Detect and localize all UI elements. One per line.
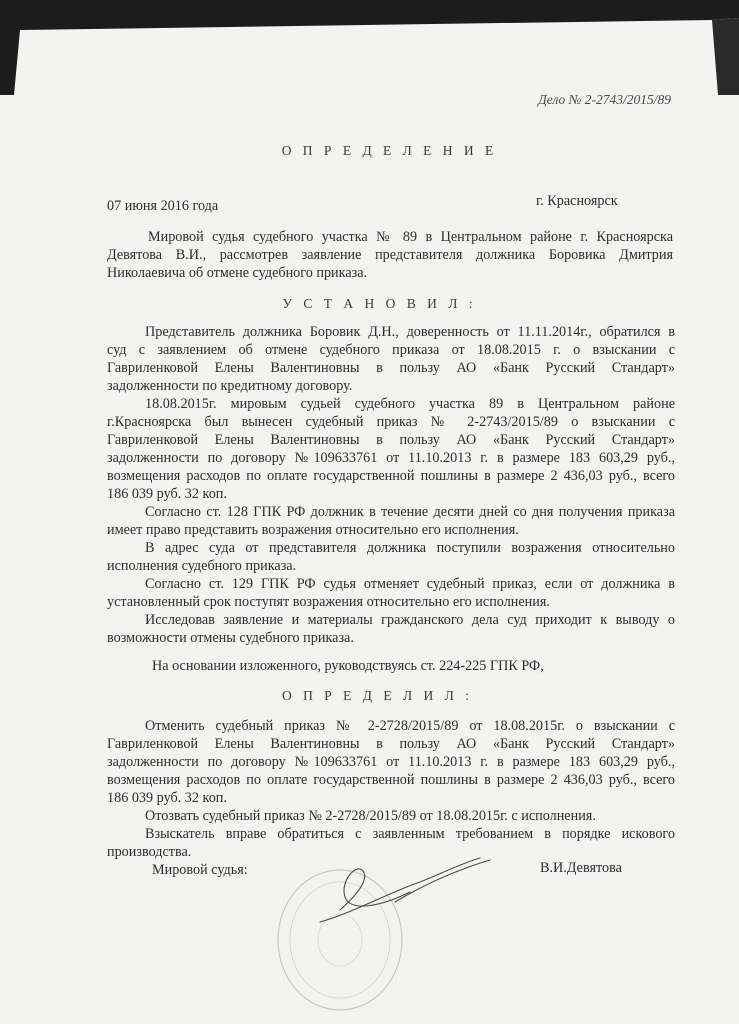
document-date: 07 июня 2016 года <box>107 198 219 214</box>
case-number: Дело № 2-2743/2015/89 <box>538 92 671 107</box>
intro-line: Мировой судья судебного участка № 89 в Центральном районе г. Красноярска <box>148 229 673 245</box>
paragraph-line: Гавриленковой Елены Валентиновны в пользу АО «Банк Русский Стандарт» <box>107 432 675 448</box>
paragraph-line: Гавриленковой Елены Валентиновны в пользу АО «Банк Русский Стандарт» <box>107 360 675 376</box>
intro-line: Николаевича об отмене судебного приказа. <box>107 265 368 281</box>
document-city: г. Красноярск <box>536 193 618 209</box>
paragraph-line: возможности отмены судебного приказа. <box>107 630 354 646</box>
paragraph-line: установленный срок поступят возражения относительно его исполнения. <box>107 594 550 610</box>
intro-line: Девятова В.И., рассмотрев заявление представителя должника Боровика Дмитрия <box>107 247 673 263</box>
signature-name: В.И.Девятова <box>540 860 622 876</box>
decision-line: производства. <box>107 844 192 860</box>
decision-line: Гавриленковой Елены Валентиновны в пользу АО «Банк Русский Стандарт» <box>107 736 675 752</box>
paragraph-line: г.Красноярска был вынесен судебный приказ № 2-2743/2015/89 о взыскании с <box>107 414 675 430</box>
paragraph-line: Согласно ст. 128 ГПК РФ должник в течение десяти дней со дня получения приказа <box>145 504 675 520</box>
paragraph-line: Представитель должника Боровик Д.Н., доверенность от 11.11.2014г., обратился в <box>145 324 675 340</box>
decision-line: 186 039 руб. 32 коп. <box>107 790 227 806</box>
paragraph-line: 186 039 руб. 32 коп. <box>107 486 227 502</box>
decision-line: возмещения расходов по оплате государственной пошлины в размере 2 436,03 руб., всего <box>107 772 675 788</box>
decision-line: Отозвать судебный приказ № 2-2728/2015/89 от 18.08.2015г. с исполнения. <box>145 808 596 824</box>
paragraph-line: задолженности по договору №109633761 от 11.10.2013 г. в размере 183 603,29 руб., <box>107 450 675 466</box>
established-heading: У С Т А Н О В И Л : <box>282 296 477 311</box>
paragraph-line: В адрес суда от представителя должника поступили возражения относительно <box>145 540 675 556</box>
decision-line: задолженности по договору №109633761 от 11.10.2013 г. в размере 183 603,29 руб., <box>107 754 675 770</box>
paragraph-line: Согласно ст. 129 ГПК РФ судья отменяет судебный приказ, если от должника в <box>145 576 675 592</box>
decision-line: Взыскатель вправе обратиться с заявленным требованием в порядке искового <box>145 826 675 842</box>
paragraph-line: имеет право представить возражения относительно его исполнения. <box>107 522 519 538</box>
paragraph-line: задолженности по кредитному договору. <box>107 378 353 394</box>
decision-line: Отменить судебный приказ № 2-2728/2015/89 от 18.08.2015г. о взыскании с <box>145 718 675 734</box>
paragraph-line: 18.08.2015г. мировым судьей судебного участка 89 в Центральном районе <box>145 396 675 412</box>
paragraph-line: Исследовав заявление и материалы гражданского дела суд приходит к выводу о <box>145 612 675 628</box>
paragraph-line: исполнения судебного приказа. <box>107 558 297 574</box>
scan-dark-edge <box>0 0 739 95</box>
document-title: О П Р Е Д Е Л Е Н И Е <box>281 143 498 158</box>
basis-line: На основании изложенного, руководствуясь ст. 224-225 ГПК РФ, <box>152 658 544 674</box>
signature-label: Мировой судья: <box>152 862 248 878</box>
signature-scribble-icon <box>300 852 500 942</box>
paragraph-line: суд с заявлением об отмене судебного приказа от 18.08.2015 г. о взыскании с <box>107 342 675 358</box>
paragraph-line: возмещения расходов по оплате государственной пошлины в размере 2 436,03 руб., всего <box>107 468 675 484</box>
decided-heading: О П Р Е Д Е Л И Л : <box>282 688 473 703</box>
